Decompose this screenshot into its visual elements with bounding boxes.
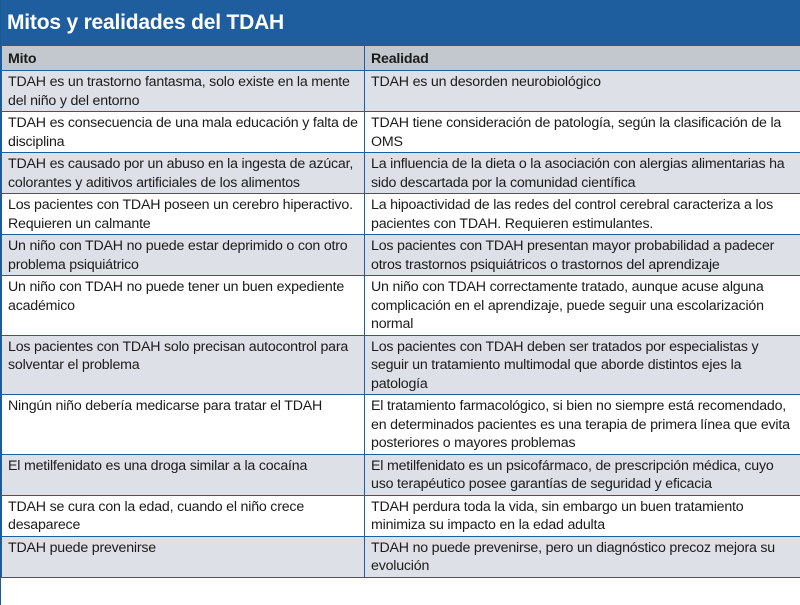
- reality-cell: TDAH es un desorden neurobiológico: [365, 71, 800, 112]
- myth-cell: TDAH es causado por un abuso en la ingesta de azúcar, colorantes y aditivos artificiales de los alimentos: [2, 153, 365, 194]
- myth-cell: TDAH es un trastorno fantasma, solo existe en la mente del niño y del entorno: [2, 71, 365, 112]
- column-header-myth: Mito: [2, 46, 365, 71]
- myth-cell: Los pacientes con TDAH poseen un cerebro hiperactivo. Requieren un calmante: [2, 194, 365, 235]
- myth-cell: TDAH puede prevenirse: [2, 536, 365, 577]
- myth-cell: TDAH se cura con la edad, cuando el niño crece desaparece: [2, 495, 365, 536]
- table-row: [2, 235, 800, 276]
- table-row: [2, 153, 800, 194]
- table-row: [2, 454, 800, 495]
- myth-cell: El metilfenidato es una droga similar a la cocaína: [2, 454, 365, 495]
- myth-cell: Ningún niño debería medicarse para tratar el TDAH: [2, 395, 365, 455]
- reality-cell: Un niño con TDAH correctamente tratado, aunque acuse alguna complicación en el aprendizaje, puede seguir una escolarización normal: [365, 276, 800, 336]
- table-row: [2, 495, 800, 536]
- panel-title: Mitos y realidades del TDAH: [1, 0, 800, 45]
- table-row: [2, 395, 800, 455]
- myths-realities-table: [1, 45, 800, 578]
- reality-cell: TDAH no puede prevenirse, pero un diagnóstico precoz mejora su evolución: [365, 536, 800, 577]
- reality-cell: TDAH perdura toda la vida, sin embargo un buen tratamiento minimiza su impacto en la edad adulta: [365, 495, 800, 536]
- table-header-row: [2, 46, 800, 71]
- table-row: [2, 194, 800, 235]
- reality-cell: Los pacientes con TDAH presentan mayor probabilidad a padecer otros trastornos psiquiátricos o trastornos del aprendizaje: [365, 235, 800, 276]
- table-row: [2, 112, 800, 153]
- reality-cell: El metilfenidato es un psicofármaco, de prescripción médica, cuyo uso terapéutico posee garantías de seguridad y eficacia: [365, 454, 800, 495]
- myth-cell: TDAH es consecuencia de una mala educación y falta de disciplina: [2, 112, 365, 153]
- reality-cell: TDAH tiene consideración de patología, según la clasificación de la OMS: [365, 112, 800, 153]
- table-row: [2, 276, 800, 336]
- reality-cell: Los pacientes con TDAH deben ser tratados por especialistas y seguir un tratamiento multimodal que aborde distintos ejes la patología: [365, 335, 800, 395]
- myth-cell: Un niño con TDAH no puede tener un buen expediente académico: [2, 276, 365, 336]
- column-header-reality: Realidad: [365, 46, 800, 71]
- table-body: [2, 71, 800, 578]
- myth-cell: Un niño con TDAH no puede estar deprimido o con otro problema psiquiátrico: [2, 235, 365, 276]
- table-row: [2, 71, 800, 112]
- myth-cell: Los pacientes con TDAH solo precisan autocontrol para solventar el problema: [2, 335, 365, 395]
- reality-cell: El tratamiento farmacológico, si bien no siempre está recomendado, en determinados pacientes es una terapia de primera línea que evita posteriores o mayores problemas: [365, 395, 800, 455]
- reality-cell: La hipoactividad de las redes del control cerebral caracteriza a los pacientes con TDAH. Requieren estimulantes.: [365, 194, 800, 235]
- table-row: [2, 536, 800, 577]
- table-row: [2, 335, 800, 395]
- reality-cell: La influencia de la dieta o la asociación con alergias alimentarias ha sido descartada por la comunidad científica: [365, 153, 800, 194]
